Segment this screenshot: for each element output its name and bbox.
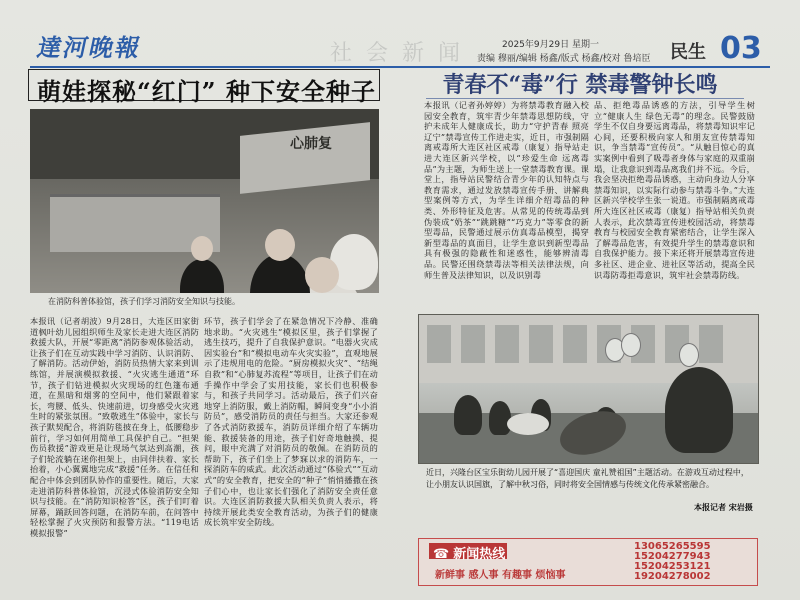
left-article-body-column-1: 本报讯（记者胡波）9月28日，大连区田家街道枫叶幼儿园组织师生及家长走进大连区消防救援大队，开展“零距离”消防参观体验活动，让孩子们在互动实践中学习消防、认识消防、了解消防。活动伊始，消防员热情大家来到训练馆，并展演模拟救援、“火灾逃生通道”环节，孩子们钻进模拟火灾现场的红色篷布通道，在黑暗和烟雾的空间中，他们紧跟着家长，弯腰、低头、快速前进，切身感受火灾逃生时的紧张氛围。“致敬逃生”体验中，家长与孩子默契配合，将消防毯披在身上，低腰稳步前行，学习如何用简单工具保护自己。“担架伤员救援”游戏更是让现场气氛达到高潮，孩子们轮流躺在迷你担架上，由同伴扶着、家长抬着，小心翼翼地完成“救援”任务。在信任和配合中体会到团队协作的重要性。随后，大家走进消防科普体验馆，沉浸式体验消防安全知识与技能。在“消防知识检答”区，孩子们叮着屏幕，踊跃回答问题，在消防车前，在问答中轻松掌握了火灾预防和报警方法。“119电话模拟报警” (30, 316, 199, 538)
child-head (305, 257, 339, 293)
section-title: 民生 (670, 42, 706, 63)
play-mat (507, 413, 549, 435)
news-hotline-box (418, 538, 758, 586)
right-article-body-column-2: 品、拒绝毒品诱惑的方法，引导学生树立“健康人生 绿色无毒”的理念。民警鼓励学生不仅自身要远离毒品，将禁毒知识牢记心间，还要积极向家人和朋友宣传禁毒知识，争当禁毒“宣传员”。“从触目惊心的真实案例中看到了吸毒者身体与家庭的双重崩塌，让我意识到毒品离我们并不远。今后，我会坚决拒绝毒品诱惑，主动向身边人分享禁毒知识，以实际行动参与禁毒斗争。”大连区新兴学校学生张一说道。市强制隔离戒毒所大连区社区戒毒（康复）指导站相关负责人表示，此次禁毒宣传进校园活动，将禁毒教育与校园安全教育紧密结合，让学生深入了解毒品危害，有效提升学生的禁毒意识和自我保护能力。接下来还将开展禁毒宣传进多社区、进企业、进社区等活动，提高全民识毒防毒拒毒意识，筑牢社会禁毒防线。 (594, 100, 755, 280)
left-article-title: 萌娃探秘“红门” 种下安全种子 (37, 77, 376, 106)
building-window (563, 325, 587, 363)
left-article-title-box (28, 69, 380, 106)
headline-divider (426, 98, 744, 99)
masthead (30, 24, 770, 68)
right-headline-text: 青春不“毒”行 禁毒警钟长鸣 (442, 72, 718, 98)
building-window (529, 325, 553, 363)
hotline-heading (429, 543, 507, 562)
left-article-body-column-2: 环节，孩子们学会了在紧急情况下冷静、准确地求助。“火灾逃生”模拟区里，孩子们掌握了逃生技巧，提升了自我保护意识。“电器火灾成因实验台”和“模拟电动车火灾实验”，直观地展示了违规用电的危险。“厨房模拟火灾”、“结绳自救”和“心肺复苏流程”等项目，让孩子们在动手操作中学会了实用技能，家长们也积极参与，和孩子共同学习。活动最后，孩子们兴奋地穿上消防服，戴上消防帽，瞬间变身“小小消防员”，感受消防员的责任与担当。大家还参观了各式消防救援车，消防员详细介绍了车辆功能、救援装备的用途，孩子们好奇地触摸、提问，眼中充满了对消防员的敬佩。在消防员的帮助下，孩子们坐上了梦寐以求的消防车，一探消防车的威武。此次活动通过“体验式”“互动式”的安全教育，把安全的“种子”悄悄播撒在孩子们心中，也让家长们强化了消防安全责任意识。大连区消防救援大队相关负责人表示，将持续开展此类安全教育活动，为孩子们的健康成长筑牢安全防线。 (204, 316, 378, 528)
child-figure (180, 259, 224, 293)
right-photo-caption: 近日，兴隆台区宝乐街幼儿园开展了“喜迎国庆 童礼赞祖国”主题活动。在游戏互动过程中，让小朋友认识国旗，了解中秋习俗，同时将安全国情感与传统文化传承紧密融合。 (426, 468, 749, 489)
child-head (191, 236, 213, 261)
phone-icon: ☎ (433, 547, 450, 562)
child-head (265, 229, 295, 261)
hotline-number: 13065265595 (634, 541, 711, 552)
building-window (427, 325, 451, 363)
newspaper-logo: 達河晚報 (34, 33, 145, 62)
hotline-title: 新闻热线 (453, 547, 506, 562)
editors-line: 责编 穆丽/编辑 杨鑫/版式 杨鑫/校对 鲁培臣 (477, 54, 651, 64)
right-article-body-column-1: 本报讯（记者孙婷婷）为将禁毒教育融入校园安全教育，筑牢青少年禁毒思想防线，守护未成年人健康成长，助力“守护青春 照亮辽宁”禁毒宣传工作进走实，近日，市强制隔离戒毒所大连区社区戒毒（康复）指导站走进大连区新兴学校，以“珍爱生命 远离毒品”为主题，为师生送上一堂禁毒教育课。课堂上，指导站民警结合青少年的认知特点与教育需求，通过发放禁毒宣传手册、讲解典型案例等方式，为学生详细介绍毒品的种类、外形特征及危害。从常见的传统毒品到伪装成“奶茶”“跳跳糖”“巧克力”等零食的新型毒品，民警通过展示仿真毒品模型，揭穿新型毒品的真面目，让学生意识到新型毒品具有极强的隐蔽性和迷惑性，能够辨清毒品。民警还围绕禁毒法等相关法律法规，向师生普及法律知识，以及识别毒 (424, 100, 589, 280)
child-figure (454, 395, 482, 435)
photo-credit: 本报记者 宋岩摄 (694, 503, 753, 512)
building-window (699, 325, 723, 363)
kindergarten-activity-photo (418, 314, 759, 464)
building-window (495, 325, 519, 363)
hotline-number: 19204278002 (634, 571, 711, 582)
hotline-number: 15204277943 (634, 551, 711, 562)
page-number: 03 (720, 31, 762, 66)
child-figure (489, 401, 511, 435)
building-window (461, 325, 485, 363)
hotline-slogan: 新鲜事 感人事 有趣事 烦恼事 (435, 570, 566, 581)
adult-figure (665, 367, 733, 453)
balloon-decoration (679, 343, 699, 367)
photo-sign: 心肺复 (290, 136, 332, 152)
left-photo-caption: 在消防科普体验馆，孩子们学习消防安全知识与技能。 (48, 297, 240, 306)
faded-header-text: 社会新闻 (330, 41, 475, 66)
publication-date: 2025年9月29日 星期一 (502, 40, 599, 50)
fire-safety-photo (30, 109, 379, 293)
balloon-decoration (621, 333, 641, 357)
right-article-headline (430, 68, 730, 99)
hotline-number: 15204253121 (634, 561, 711, 572)
